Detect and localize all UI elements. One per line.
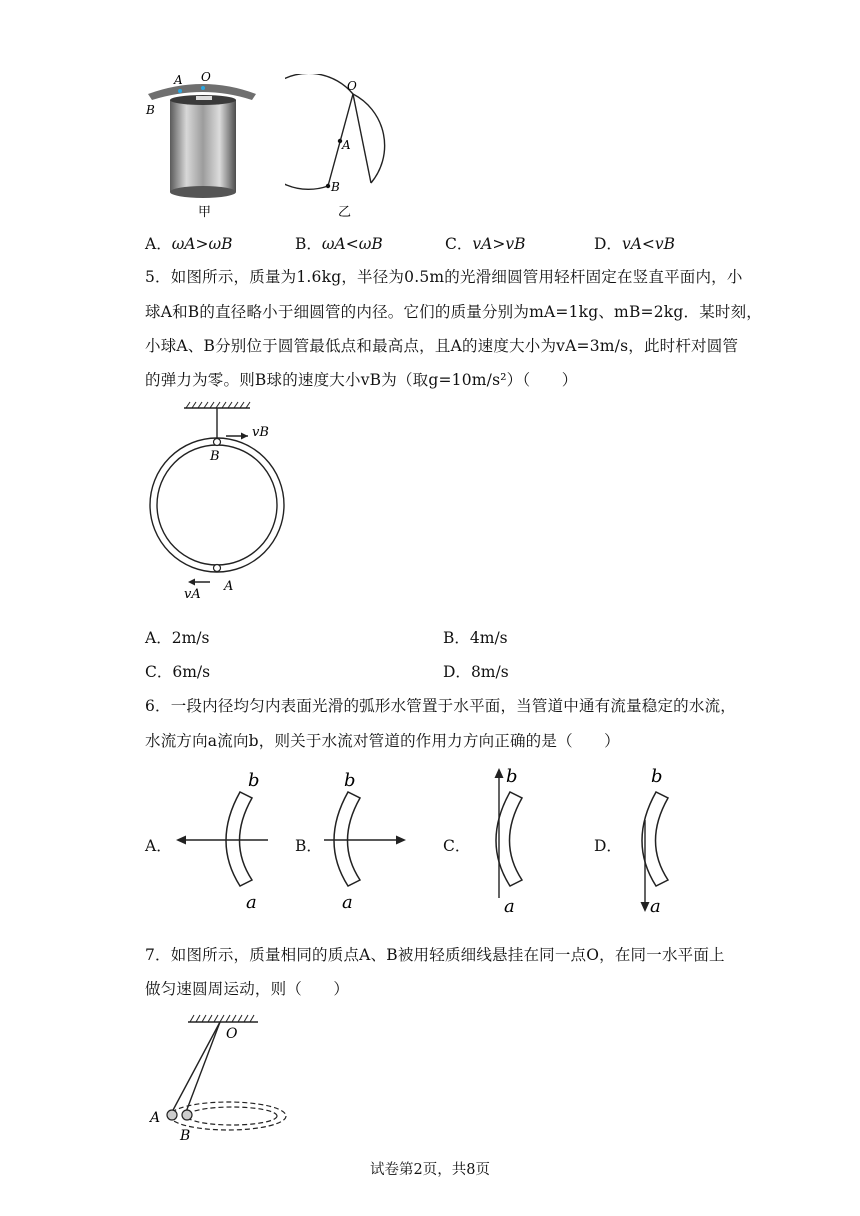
figure-jia [140,66,270,226]
q5-line-3: 小球A、B分别位于圆管最低点和最高点，且A的速度大小为vA=3m/s，此时杆对圆管 [145,337,739,355]
option-letter: C． [445,235,473,253]
q5-line-1: 5．如图所示，质量为1.6kg，半径为0.5m的光滑细圆管用轻杆固定在竖直平面内，小 [145,268,743,286]
q4-option-b [295,232,383,254]
option-letter: B． [295,235,322,253]
yi-label-A: A [342,138,351,152]
q5-option-b [443,626,508,648]
q6-option-c-letter: C． [443,837,471,855]
q6-b-label-a: a [342,892,353,913]
q6-c-label-a: a [504,896,515,916]
yi-label-B: B [331,180,340,194]
option-text: ωA>ωB [171,235,233,253]
jia-label-O: O [201,70,211,84]
q6-figure-d [618,760,728,916]
q6-a-label-a: a [246,892,257,913]
option-letter: A． [145,235,172,253]
q6-figure-c [468,760,578,916]
q4-option-c [445,232,525,254]
q5-label-A: A [224,579,234,594]
option-text: vA>vB [472,235,526,253]
figure-yi [285,74,415,226]
q5-option-a [145,626,209,648]
figure-q5-ring [140,398,300,610]
option-text: vA<vB [621,235,676,253]
q7-line-2: 做匀速圆周运动，则（ ） [145,980,350,998]
jia-label-A: A [174,73,183,87]
option-text: ωA<ωB [321,235,383,253]
q6-figure-b [318,764,428,914]
q5-line-4: 的弹力为零。则B球的速度大小vB为（取g=10m/s²）（ ） [145,371,578,389]
jia-caption: 甲 [198,205,212,220]
q5-label-vA: vA [184,587,201,602]
q5-option-c [145,660,210,682]
q6-figure-a [168,764,278,914]
q4-option-d [594,232,675,254]
q5-line-2: 球A和B的直径略小于细圆管的内径。它们的质量分别为mA=1kg、mB=2kg．某时刻， [145,303,762,321]
q7-label-O: O [226,1026,238,1042]
option-text: 8m/s [470,663,509,681]
option-letter: B． [443,629,470,647]
q6-line-1: 6．一段内径均匀内表面光滑的弧形水管置于水平面，当管道中通有流量稳定的水流， [145,697,736,715]
option-letter: A． [145,629,172,647]
yi-label-O: O [347,79,357,93]
option-letter: D． [443,663,471,681]
jia-label-B: B [146,103,155,117]
page-footer: 试卷第2页，共8页 [370,1162,490,1178]
q6-option-a-letter: A． [145,837,172,855]
q7-label-B: B [180,1128,191,1144]
q5-option-d [443,660,509,682]
q6-option-d-letter: D． [594,837,622,855]
q6-line-2: 水流方向a流向b，则关于水流对管道的作用力方向正确的是（ ） [145,732,620,750]
q7-line-1: 7．如图所示，质量相同的质点A、B被用轻质细线悬挂在同一点O，在同一水平面上 [145,946,725,964]
figure-q7-pendulum [140,1008,300,1148]
option-letter: D． [594,235,622,253]
q4-option-a [145,232,233,254]
q7-label-A: A [150,1110,161,1126]
q6-c-label-b: b [506,766,518,787]
q6-a-label-b: b [248,770,260,791]
q5-label-vB: vB [252,425,269,440]
q6-b-label-b: b [344,770,356,791]
q6-d-label-a: a [650,896,661,916]
option-text: 6m/s [172,663,211,681]
yi-caption: 乙 [338,205,352,220]
q6-d-label-b: b [651,766,663,787]
option-text: 2m/s [171,629,210,647]
q6-option-b-letter: B． [295,837,322,855]
option-letter: C． [145,663,173,681]
option-text: 4m/s [469,629,508,647]
q5-label-B: B [210,449,220,464]
